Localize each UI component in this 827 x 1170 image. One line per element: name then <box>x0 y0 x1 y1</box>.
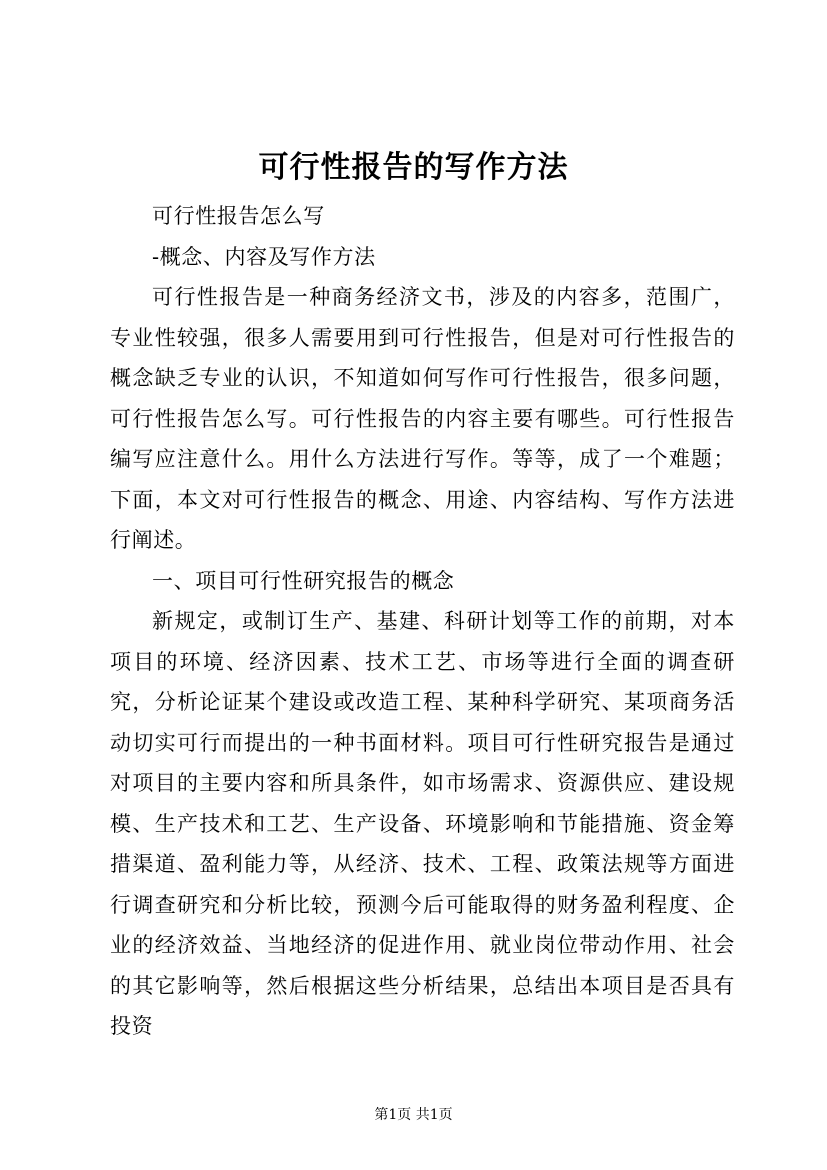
body-paragraph: 新规定，或制订生产、基建、科研计划等工作的前期，对本项目的环境、经济因素、技术工艺、市场等进行全面的调查研究，分析论证某个建设或改造工程、某种科学研究、某项商务活动切实可行而提出的一种书面材料。项目可行性研究报告是通过对项目的主要内容和所具条件，如市场需求、资源供应、建设规模、生产技术和工艺、生产设备、环境影响和节能措施、资金筹措渠道、盈利能力等，从经济、技术、工程、政策法规等方面进行调查研究和分析比较，预测今后可能取得的财务盈利程度、企业的经济效益、当地经济的促进作用、就业岗位带动作用、社会的其它影响等，然后根据这些分析结果，总结出本项目是否具有投资 <box>110 609 735 1038</box>
document-title: 可行性报告的写作方法 <box>258 150 569 185</box>
section-heading: 一、项目可行性研究报告的概念 <box>152 568 455 593</box>
subtitle-line: 可行性报告怎么写 <box>152 204 325 228</box>
document-body <box>110 196 735 1047</box>
page-number-footer: 第1页 共1页 <box>374 1107 453 1123</box>
body-paragraph: 可行性报告是一种商务经济文书，涉及的内容多，范围广，专业性较强，很多人需要用到可行性报告，但是对可行性报告的概念缺乏专业的认识，不知道如何写作可行性报告，很多问题，可行性报告怎么写。可行性报告的内容主要有哪些。可行性报告编写应注意什么。用什么方法进行写作。等等，成了一个难题；下面，本文对可行性报告的概念、用途、内容结构、写作方法进行阐述。 <box>110 285 735 552</box>
subtitle-line: -概念、内容及写作方法 <box>152 244 376 269</box>
